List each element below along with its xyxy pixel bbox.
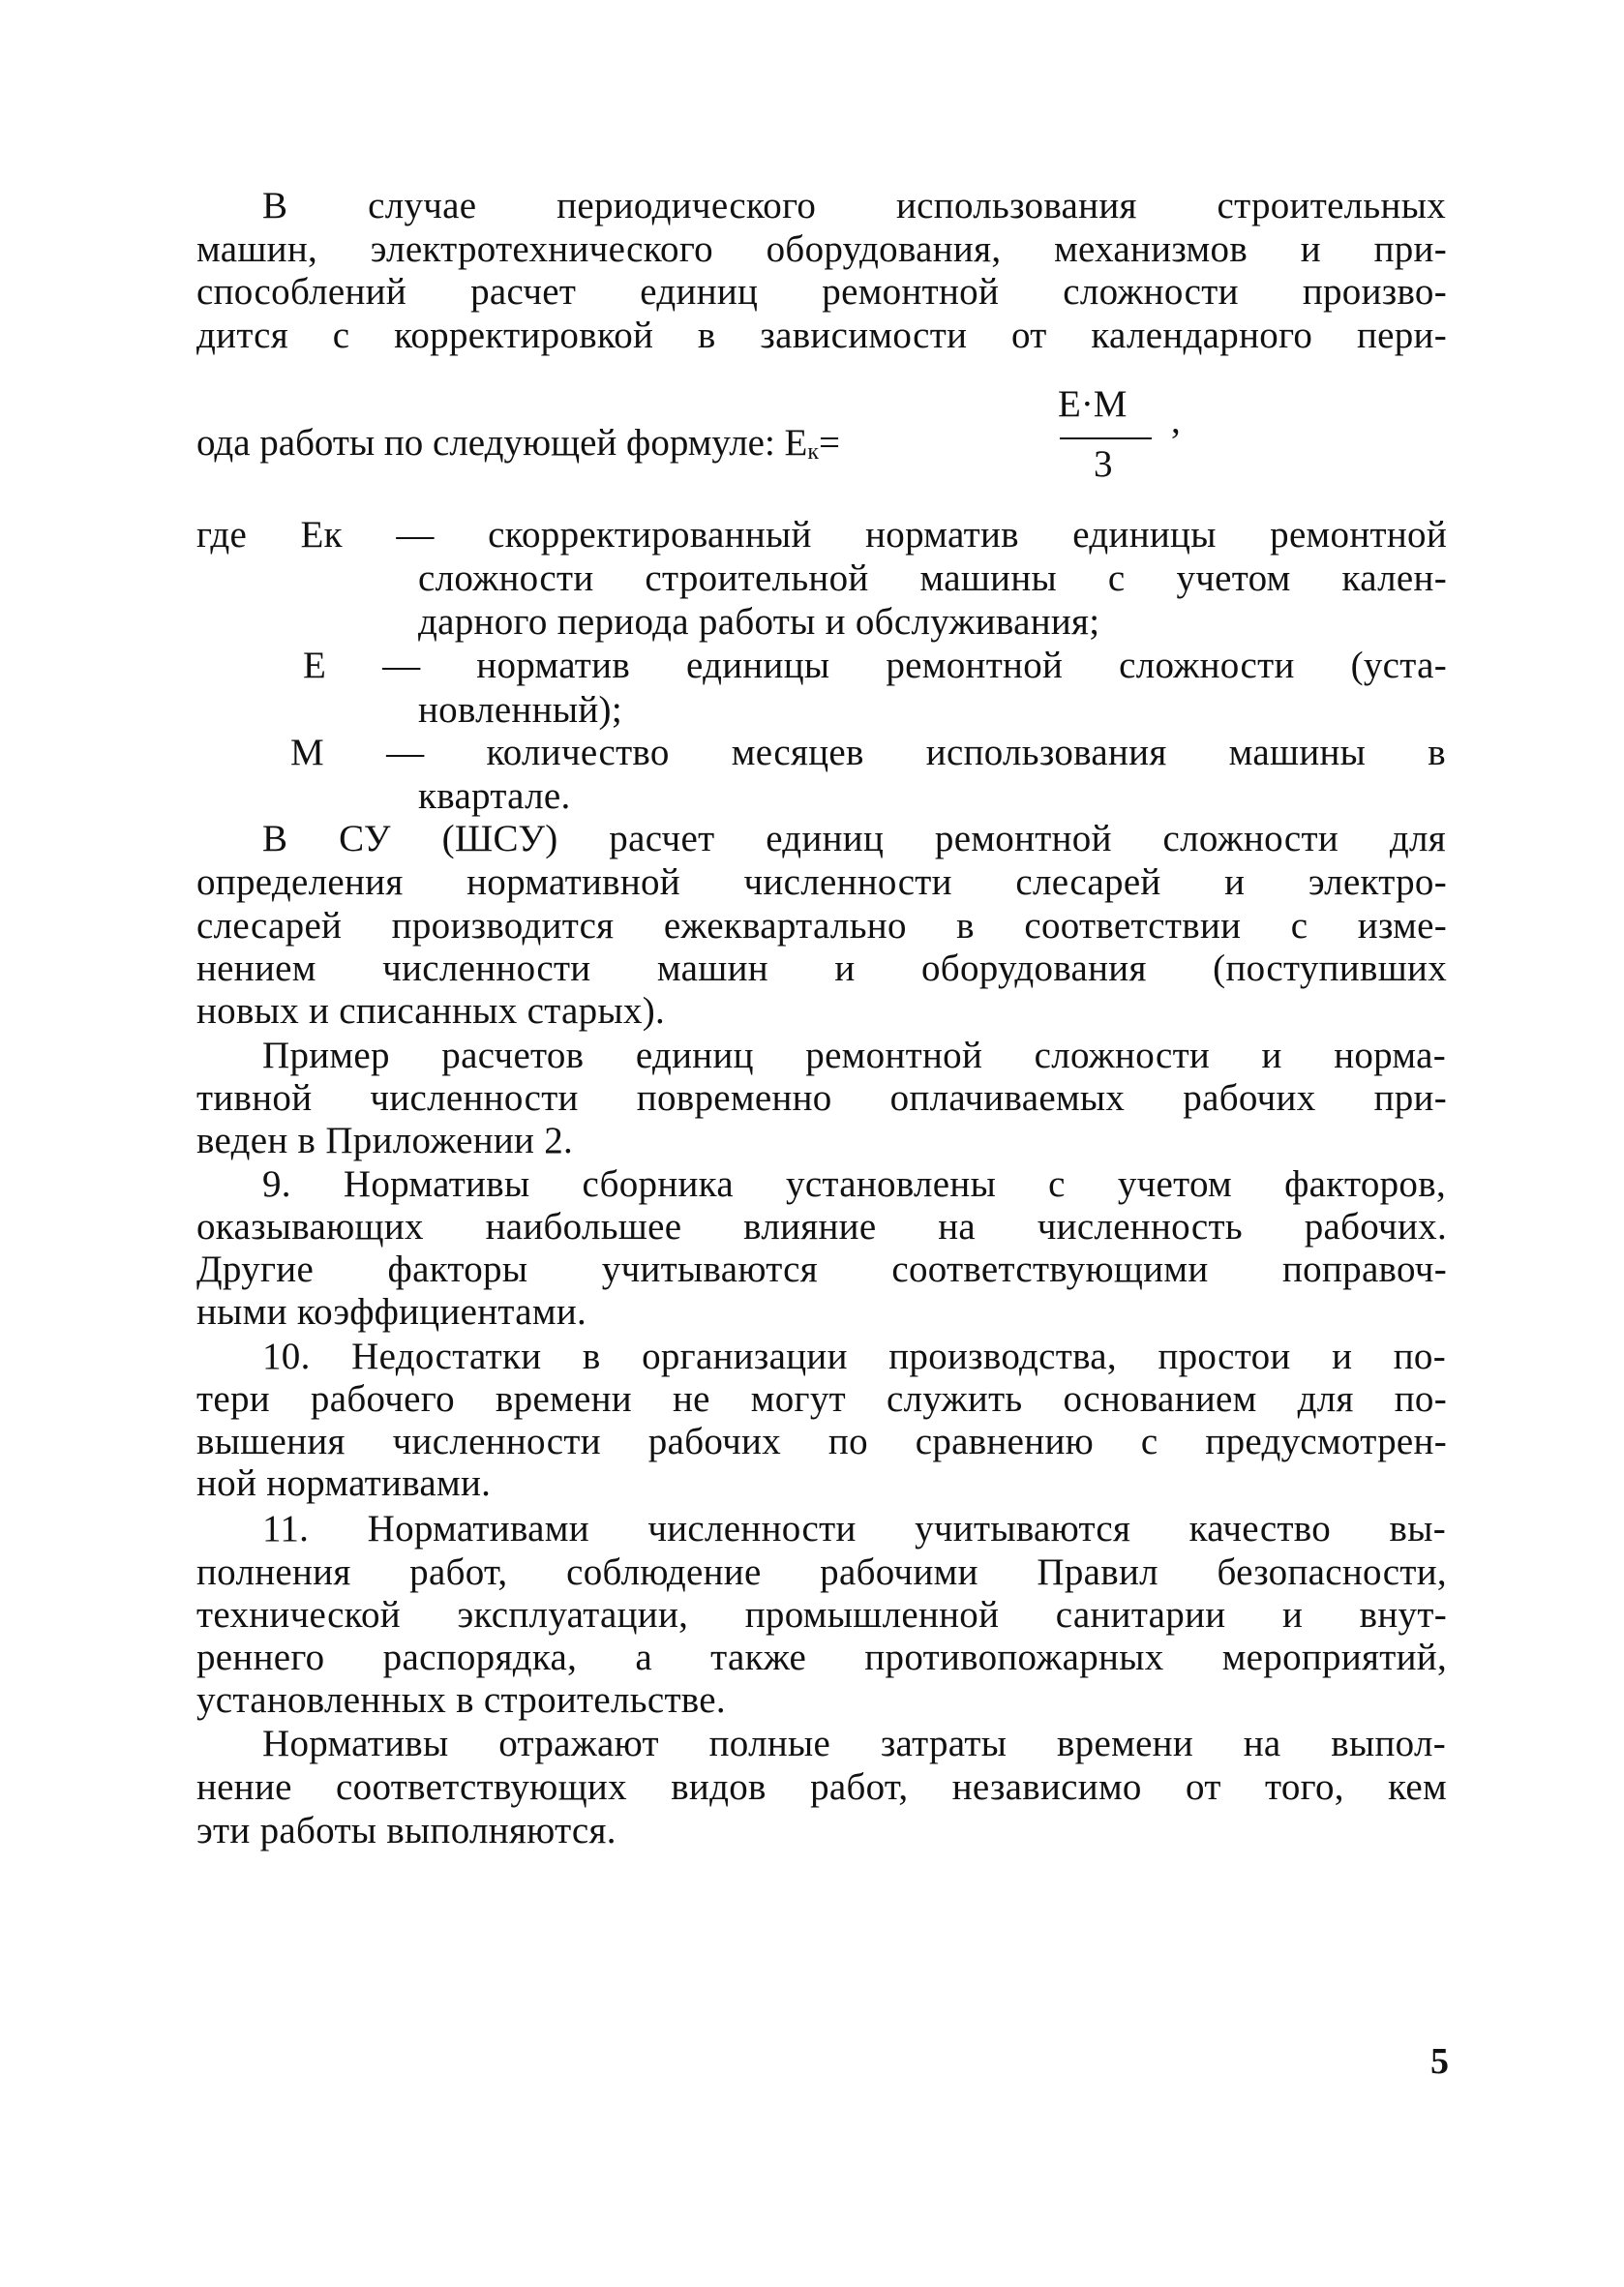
text-line: вышения численности рабочих по сравнению с предусмотрен- — [196, 1421, 1447, 1462]
page-number: 5 — [1430, 2041, 1449, 2082]
text-line: определения нормативной численности слесарей и электро- — [196, 861, 1447, 903]
text-line: 10. Недостатки в организации производства, простои и по- — [262, 1336, 1446, 1377]
text-line: дится с корректировкой в зависимости от календарного пери- — [196, 315, 1447, 356]
text-line: нение соответствующих видов работ, независимо от того, кем — [196, 1766, 1447, 1808]
formula-lhs — [785, 422, 820, 464]
text-line: ной нормативами. — [196, 1462, 492, 1504]
text-line: новых и списанных старых). — [196, 990, 666, 1032]
text-line: слесарей производится ежеквартально в соответствии с изме- — [196, 905, 1447, 947]
text-line: 9. Нормативы сборника установлены с учетом факторов, — [262, 1163, 1446, 1205]
text-line: машин, электротехнического оборудования, механизмов и при- — [196, 228, 1447, 270]
formula-lhs-subscript: к — [807, 439, 820, 465]
text-line: тери рабочего времени не могут служить основанием для по- — [196, 1378, 1447, 1420]
text-line: реннего распорядка, а также противопожарных мероприятий, — [196, 1637, 1447, 1678]
text-line: где Ек — скорректированный норматив единицы ремонтной — [196, 514, 1447, 556]
text-line: дарного периода работы и обслуживания; — [418, 601, 1100, 643]
formula-denominator: 3 — [1094, 443, 1113, 485]
text-line: тивной численности повременно оплачиваемых рабочих при- — [196, 1077, 1447, 1119]
text-line: эти работы выполняются. — [196, 1810, 617, 1851]
formula-equals: = — [819, 422, 841, 464]
text-line: оказывающих наибольшее влияние на численность рабочих. — [196, 1206, 1447, 1248]
formula-lead: ода работы по следующей формуле: — [196, 422, 775, 464]
text-line: Пример расчетов единиц ремонтной сложности и норма- — [262, 1035, 1446, 1076]
formula-lead-line — [196, 421, 840, 474]
text-line: веден в Приложении 2. — [196, 1120, 574, 1161]
text-line: Е — норматив единицы ремонтной сложности (уста- — [303, 645, 1447, 686]
text-line: технической эксплуатации, промышленной санитарии и внут- — [196, 1594, 1447, 1636]
text-line: квартале. — [418, 775, 571, 817]
formula-lhs-symbol: E — [784, 422, 808, 464]
text-line: ными коэффициентами. — [196, 1291, 587, 1333]
formula-comma: , — [1171, 400, 1181, 441]
text-line: Другие факторы учитываются соответствующими поправоч- — [196, 1249, 1447, 1290]
text-line: В случае периодического использования строительных — [262, 185, 1446, 226]
text-line: полнения работ, соблюдение рабочими Правил безопасности, — [196, 1551, 1447, 1593]
text-line: способлений расчет единиц ремонтной сложности произво- — [196, 271, 1447, 313]
text-line: новленный); — [418, 689, 622, 731]
text-line: М — количество месяцев использования машины в — [290, 732, 1446, 773]
fraction-bar — [1060, 437, 1152, 439]
text-line: установленных в строительстве. — [196, 1679, 726, 1721]
text-line: сложности строительной машины с учетом кален- — [418, 557, 1447, 599]
text-line: Нормативы отражают полные затраты времени на выпол- — [262, 1723, 1446, 1764]
text-line: нением численности машин и оборудования (поступивших — [196, 948, 1447, 989]
text-line: 11. Нормативами численности учитываются качество вы- — [262, 1508, 1446, 1550]
text-line: В СУ (ШСУ) расчет единиц ремонтной сложности для — [262, 818, 1446, 859]
formula-numerator: E·M — [1058, 383, 1128, 425]
